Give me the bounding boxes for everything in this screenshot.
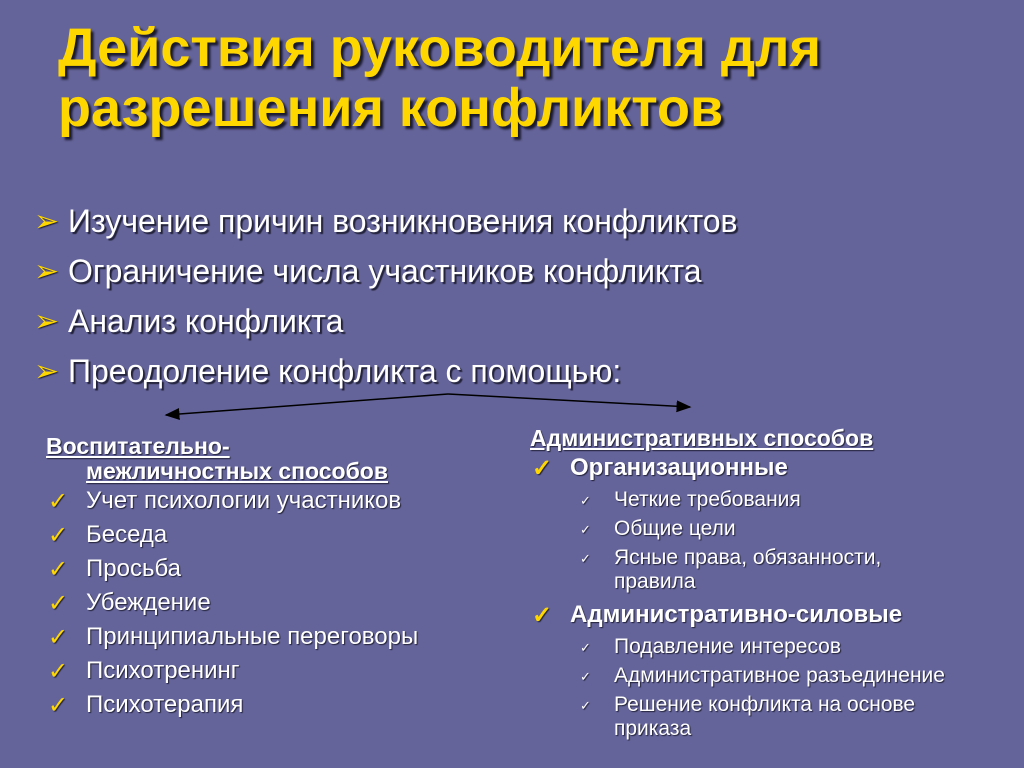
list-item (530, 488, 1020, 513)
item-text: Решение конфликта на основе приказа (614, 693, 916, 740)
chevron-arrow-icon: ➢ (34, 354, 60, 388)
group-title: Организационные (570, 454, 788, 481)
list-item (46, 518, 486, 552)
heading-line-2: межличностных способов (86, 458, 388, 484)
item-text: Ясные права, обязанности, правила (614, 546, 882, 593)
item-text: Общие цели (614, 517, 736, 540)
list-item (46, 688, 486, 722)
list-item (530, 517, 1020, 542)
list-item (530, 546, 1020, 594)
list-item (46, 654, 486, 688)
small-check-icon: ✓ (580, 522, 591, 537)
educational-methods-heading (46, 434, 486, 484)
administrative-methods-heading: Административных способов (530, 425, 874, 451)
item-text: Психотренинг (86, 657, 240, 684)
bullet-text: Преодоление конфликта с помощью: (68, 352, 622, 389)
small-check-icon: ✓ (580, 640, 591, 655)
bullet-text: Изучение причин возникновения конфликтов (68, 202, 738, 239)
item-text: Подавление интересов (614, 635, 842, 658)
item-text: Беседа (86, 521, 168, 548)
list-item (46, 552, 486, 586)
educational-methods-column (46, 434, 486, 722)
check-icon: ✓ (48, 623, 69, 651)
slide-title-line-2: разрешения конфликтов (58, 78, 724, 138)
group-administrative-force (530, 598, 1020, 632)
check-icon: ✓ (48, 555, 69, 583)
item-text: Просьба (86, 555, 181, 582)
chevron-arrow-icon: ➢ (34, 304, 60, 338)
list-item (530, 635, 1020, 660)
item-text: Психотерапия (86, 691, 244, 718)
check-icon: ✓ (532, 601, 553, 629)
check-icon: ✓ (532, 454, 553, 482)
heading-line-1: Воспитательно- (46, 433, 230, 459)
small-check-icon: ✓ (580, 493, 591, 508)
left-arrow-line (166, 394, 448, 415)
item-text: Четкие требования (614, 488, 801, 511)
list-item (530, 664, 1020, 689)
chevron-arrow-icon: ➢ (34, 254, 60, 288)
right-arrow-line (448, 394, 690, 407)
slide-title-line-1: Действия руководителя для (58, 18, 821, 78)
list-item (530, 693, 1020, 741)
item-text: Убеждение (86, 589, 211, 616)
small-check-icon: ✓ (580, 698, 591, 713)
list-item (46, 586, 486, 620)
check-icon: ✓ (48, 589, 69, 617)
list-item (46, 620, 486, 654)
check-icon: ✓ (48, 657, 69, 685)
check-icon: ✓ (48, 487, 69, 515)
check-icon: ✓ (48, 521, 69, 549)
item-text: Административное разъединение (614, 664, 945, 687)
group-organizational (530, 451, 1020, 485)
check-icon: ✓ (48, 691, 69, 719)
item-text: Учет психологии участников (86, 487, 402, 514)
item-text: Принципиальные переговоры (86, 623, 419, 650)
group-title: Административно-силовые (570, 601, 903, 628)
small-check-icon: ✓ (580, 669, 591, 684)
list-item (46, 484, 486, 518)
small-check-icon: ✓ (580, 551, 591, 566)
chevron-arrow-icon: ➢ (34, 204, 60, 238)
administrative-methods-column (530, 426, 1020, 745)
bullet-text: Анализ конфликта (68, 302, 344, 339)
bullet-text: Ограничение числа участников конфликта (68, 252, 702, 289)
